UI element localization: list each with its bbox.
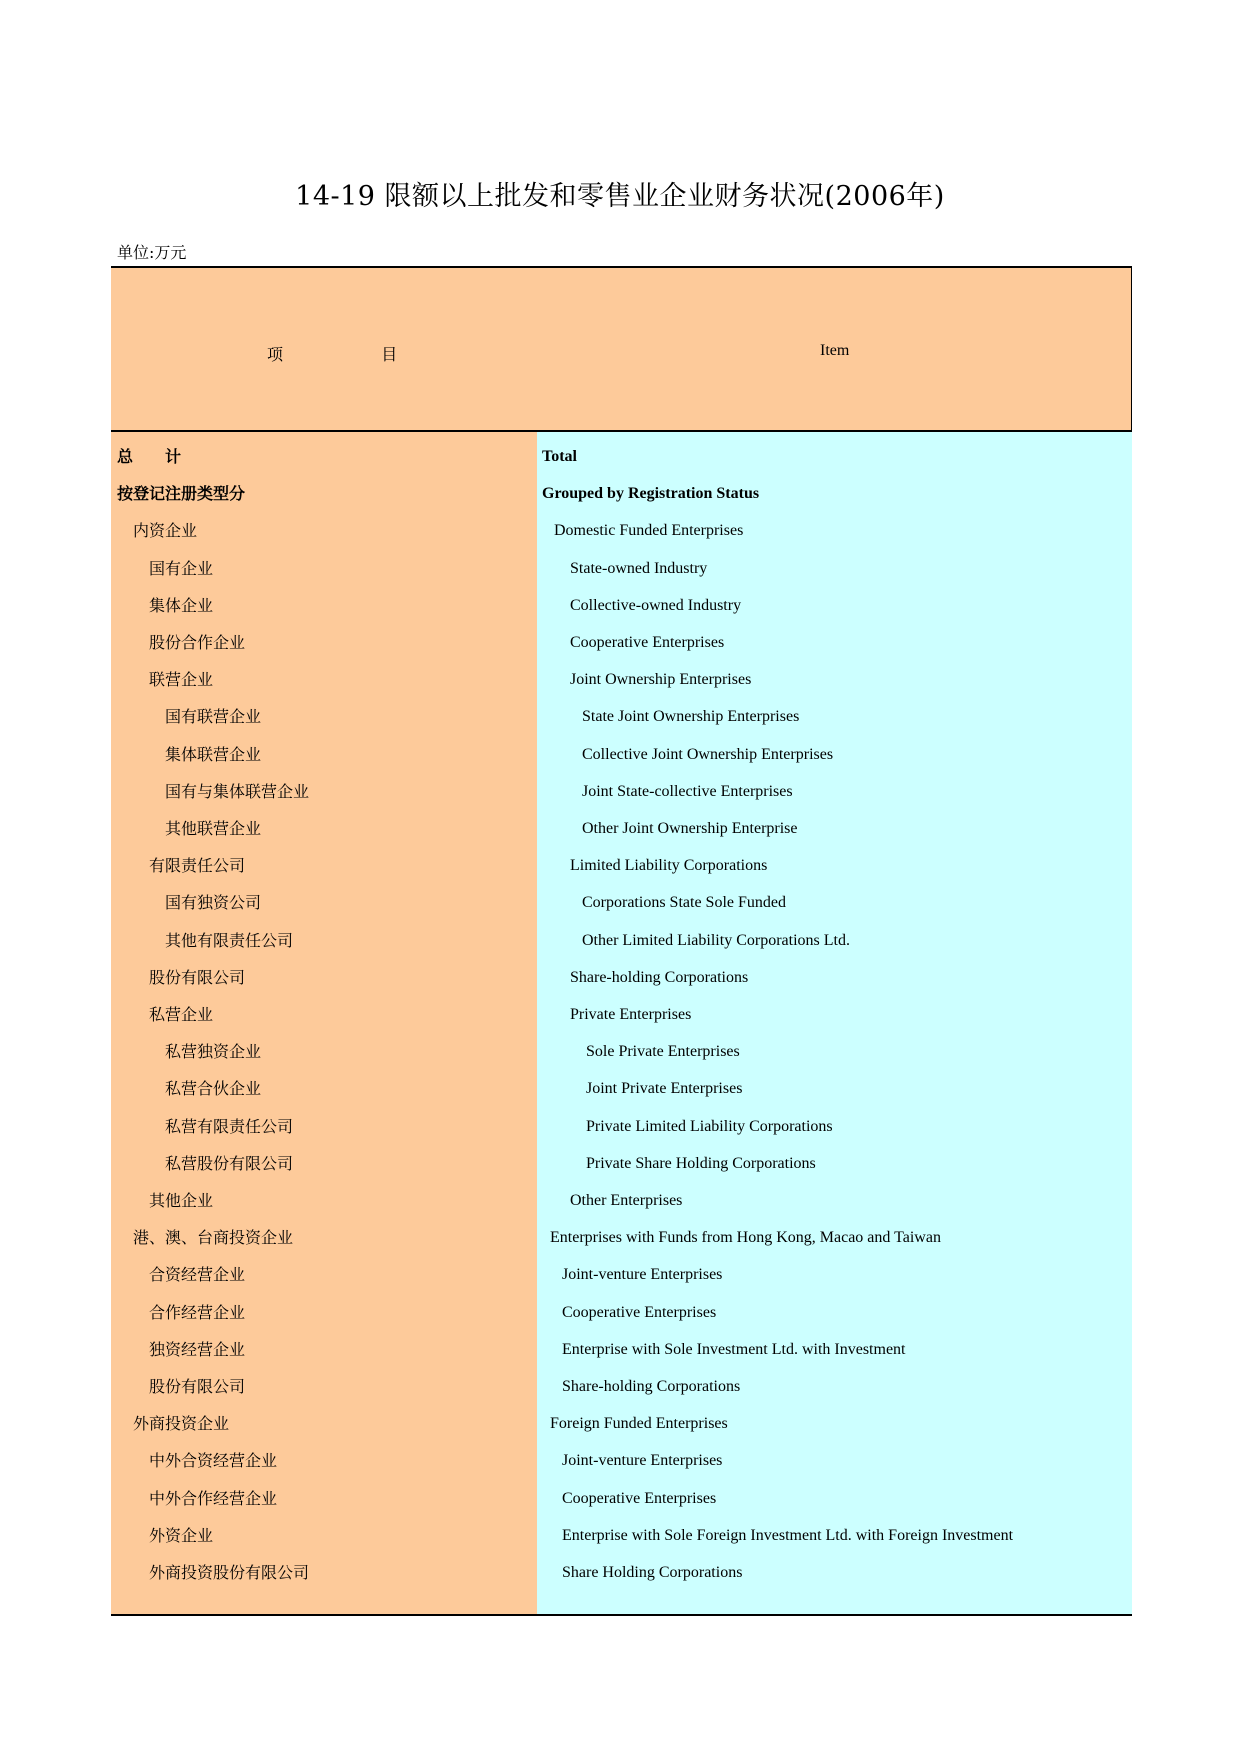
row-label-cn: 中外合作经营企业 bbox=[149, 1488, 278, 1508]
row-label-cn: 合作经营企业 bbox=[149, 1302, 246, 1322]
row-label-en: Total bbox=[542, 448, 577, 465]
row-label-en: Share Holding Corporations bbox=[562, 1564, 743, 1581]
table-bottom-border bbox=[111, 1614, 1132, 1616]
table-row bbox=[111, 550, 1132, 588]
row-label-cn: 外商投资股份有限公司 bbox=[149, 1563, 310, 1582]
row-label-cn: 股份有限公司 bbox=[149, 967, 246, 987]
row-label-cn: 私营股份有限公司 bbox=[165, 1153, 294, 1173]
table-row bbox=[111, 1033, 1132, 1071]
table-row bbox=[111, 1294, 1132, 1332]
table-row bbox=[111, 1368, 1132, 1406]
table-row bbox=[111, 1256, 1132, 1294]
table-row bbox=[111, 698, 1132, 736]
row-label-cn: 有限责任公司 bbox=[149, 856, 246, 876]
row-label-en: Private Enterprises bbox=[570, 1006, 692, 1023]
row-label-en: Enterprise with Sole Investment Ltd. with Investment bbox=[562, 1340, 906, 1358]
row-label-en: State-owned Industry bbox=[570, 559, 708, 577]
row-label-cn: 外商投资企业 bbox=[133, 1414, 230, 1434]
row-label-en: Other Joint Ownership Enterprise bbox=[582, 820, 798, 837]
table-row bbox=[111, 1070, 1132, 1108]
row-label-en: Grouped by Registration Status bbox=[542, 485, 760, 503]
table-row bbox=[111, 1331, 1132, 1369]
row-label-cn: 外资企业 bbox=[149, 1525, 214, 1545]
table-row bbox=[111, 1442, 1132, 1480]
table-row bbox=[111, 1554, 1132, 1592]
row-label-cn: 私营企业 bbox=[149, 1005, 214, 1024]
table-row bbox=[111, 1405, 1132, 1443]
header-cn-item-2: 目 bbox=[381, 345, 398, 364]
row-label-en: Other Limited Liability Corporations Ltd. bbox=[582, 931, 850, 949]
row-label-cn: 其他企业 bbox=[149, 1191, 214, 1210]
table-row bbox=[111, 624, 1132, 662]
row-label-en: Cooperative Enterprises bbox=[562, 1303, 717, 1321]
unit-label: 单位:万元 bbox=[117, 243, 187, 262]
table-row bbox=[111, 661, 1132, 699]
table-row bbox=[111, 736, 1132, 774]
row-label-cn: 联营企业 bbox=[149, 670, 214, 690]
row-label-cn: 集体企业 bbox=[149, 595, 214, 615]
table-row bbox=[111, 773, 1132, 811]
row-label-en: Cooperative Enterprises bbox=[562, 1489, 717, 1507]
table-row bbox=[111, 1219, 1132, 1257]
row-label-en: Enterprises with Funds from Hong Kong, Macao and Taiwan bbox=[550, 1229, 941, 1247]
row-label-en: Corporations State Sole Funded bbox=[582, 894, 786, 912]
row-label-en: Cooperative Enterprises bbox=[570, 634, 725, 651]
row-label-cn: 私营独资企业 bbox=[165, 1042, 262, 1062]
row-label-cn: 独资经营企业 bbox=[149, 1339, 246, 1359]
row-label-en: Collective Joint Ownership Enterprises bbox=[582, 745, 834, 763]
row-label-en: Joint Ownership Enterprises bbox=[570, 671, 752, 689]
data-table bbox=[111, 266, 1132, 1616]
table-row bbox=[111, 1182, 1132, 1220]
row-label-cn: 私营合伙企业 bbox=[165, 1079, 262, 1099]
row-label-en: Domestic Funded Enterprises bbox=[554, 522, 744, 540]
row-label-cn: 其他联营企业 bbox=[165, 819, 262, 838]
row-label-cn: 总 计 bbox=[117, 447, 182, 466]
table-row bbox=[111, 512, 1132, 550]
row-label-cn: 按登记注册类型分 bbox=[117, 484, 246, 504]
row-label-en: Private Share Holding Corporations bbox=[586, 1154, 816, 1172]
row-label-cn: 国有联营企业 bbox=[165, 707, 262, 727]
table-row bbox=[111, 475, 1132, 513]
row-label-en: Joint State-collective Enterprises bbox=[582, 782, 793, 800]
page-title: 14-19 限额以上批发和零售业企业财务状况(2006年) bbox=[295, 181, 945, 212]
row-label-en: Sole Private Enterprises bbox=[586, 1043, 740, 1061]
row-label-cn: 合资经营企业 bbox=[149, 1265, 246, 1285]
header-cn-item-1: 项 bbox=[267, 345, 284, 364]
row-label-en: Foreign Funded Enterprises bbox=[550, 1415, 728, 1433]
row-label-cn: 股份合作企业 bbox=[149, 633, 246, 652]
row-label-en: Joint Private Enterprises bbox=[586, 1080, 743, 1098]
row-label-cn: 国有独资公司 bbox=[165, 893, 262, 913]
table-row bbox=[111, 1480, 1132, 1518]
table-row bbox=[111, 884, 1132, 922]
row-label-cn: 集体联营企业 bbox=[165, 744, 262, 764]
row-label-cn: 私营有限责任公司 bbox=[165, 1116, 294, 1136]
row-label-cn: 国有与集体联营企业 bbox=[165, 781, 310, 801]
row-label-en: Share-holding Corporations bbox=[570, 968, 749, 986]
header-cn-item bbox=[267, 342, 397, 365]
row-label-en: Collective-owned Industry bbox=[570, 596, 742, 614]
row-label-en: Other Enterprises bbox=[570, 1192, 683, 1209]
table-row bbox=[111, 1145, 1132, 1183]
row-label-cn: 港、澳、台商投资企业 bbox=[133, 1228, 294, 1248]
table-row bbox=[111, 810, 1132, 848]
row-label-cn: 其他有限责任公司 bbox=[165, 930, 294, 950]
table-row bbox=[111, 1517, 1132, 1555]
row-label-cn: 国有企业 bbox=[149, 558, 214, 578]
row-label-en: Joint-venture Enterprises bbox=[562, 1266, 723, 1284]
table-row bbox=[111, 847, 1132, 885]
row-label-en: Share-holding Corporations bbox=[562, 1378, 741, 1395]
row-label-cn: 内资企业 bbox=[133, 521, 198, 541]
table-header bbox=[111, 266, 1132, 432]
row-label-en: Enterprise with Sole Foreign Investment Ltd. with Foreign Investment bbox=[562, 1526, 1014, 1544]
row-label-en: Private Limited Liability Corporations bbox=[586, 1117, 833, 1135]
row-label-cn: 股份有限公司 bbox=[149, 1377, 246, 1396]
table-row bbox=[111, 587, 1132, 625]
table-row bbox=[111, 959, 1132, 997]
row-label-en: Limited Liability Corporations bbox=[570, 857, 768, 875]
header-en-item: Item bbox=[820, 342, 850, 359]
row-label-en: Joint-venture Enterprises bbox=[562, 1452, 723, 1470]
table-row bbox=[111, 922, 1132, 960]
table-row bbox=[111, 438, 1132, 476]
table-row bbox=[111, 996, 1132, 1034]
table-row bbox=[111, 1108, 1132, 1146]
row-label-en: State Joint Ownership Enterprises bbox=[582, 708, 800, 726]
row-label-cn: 中外合资经营企业 bbox=[149, 1451, 278, 1471]
